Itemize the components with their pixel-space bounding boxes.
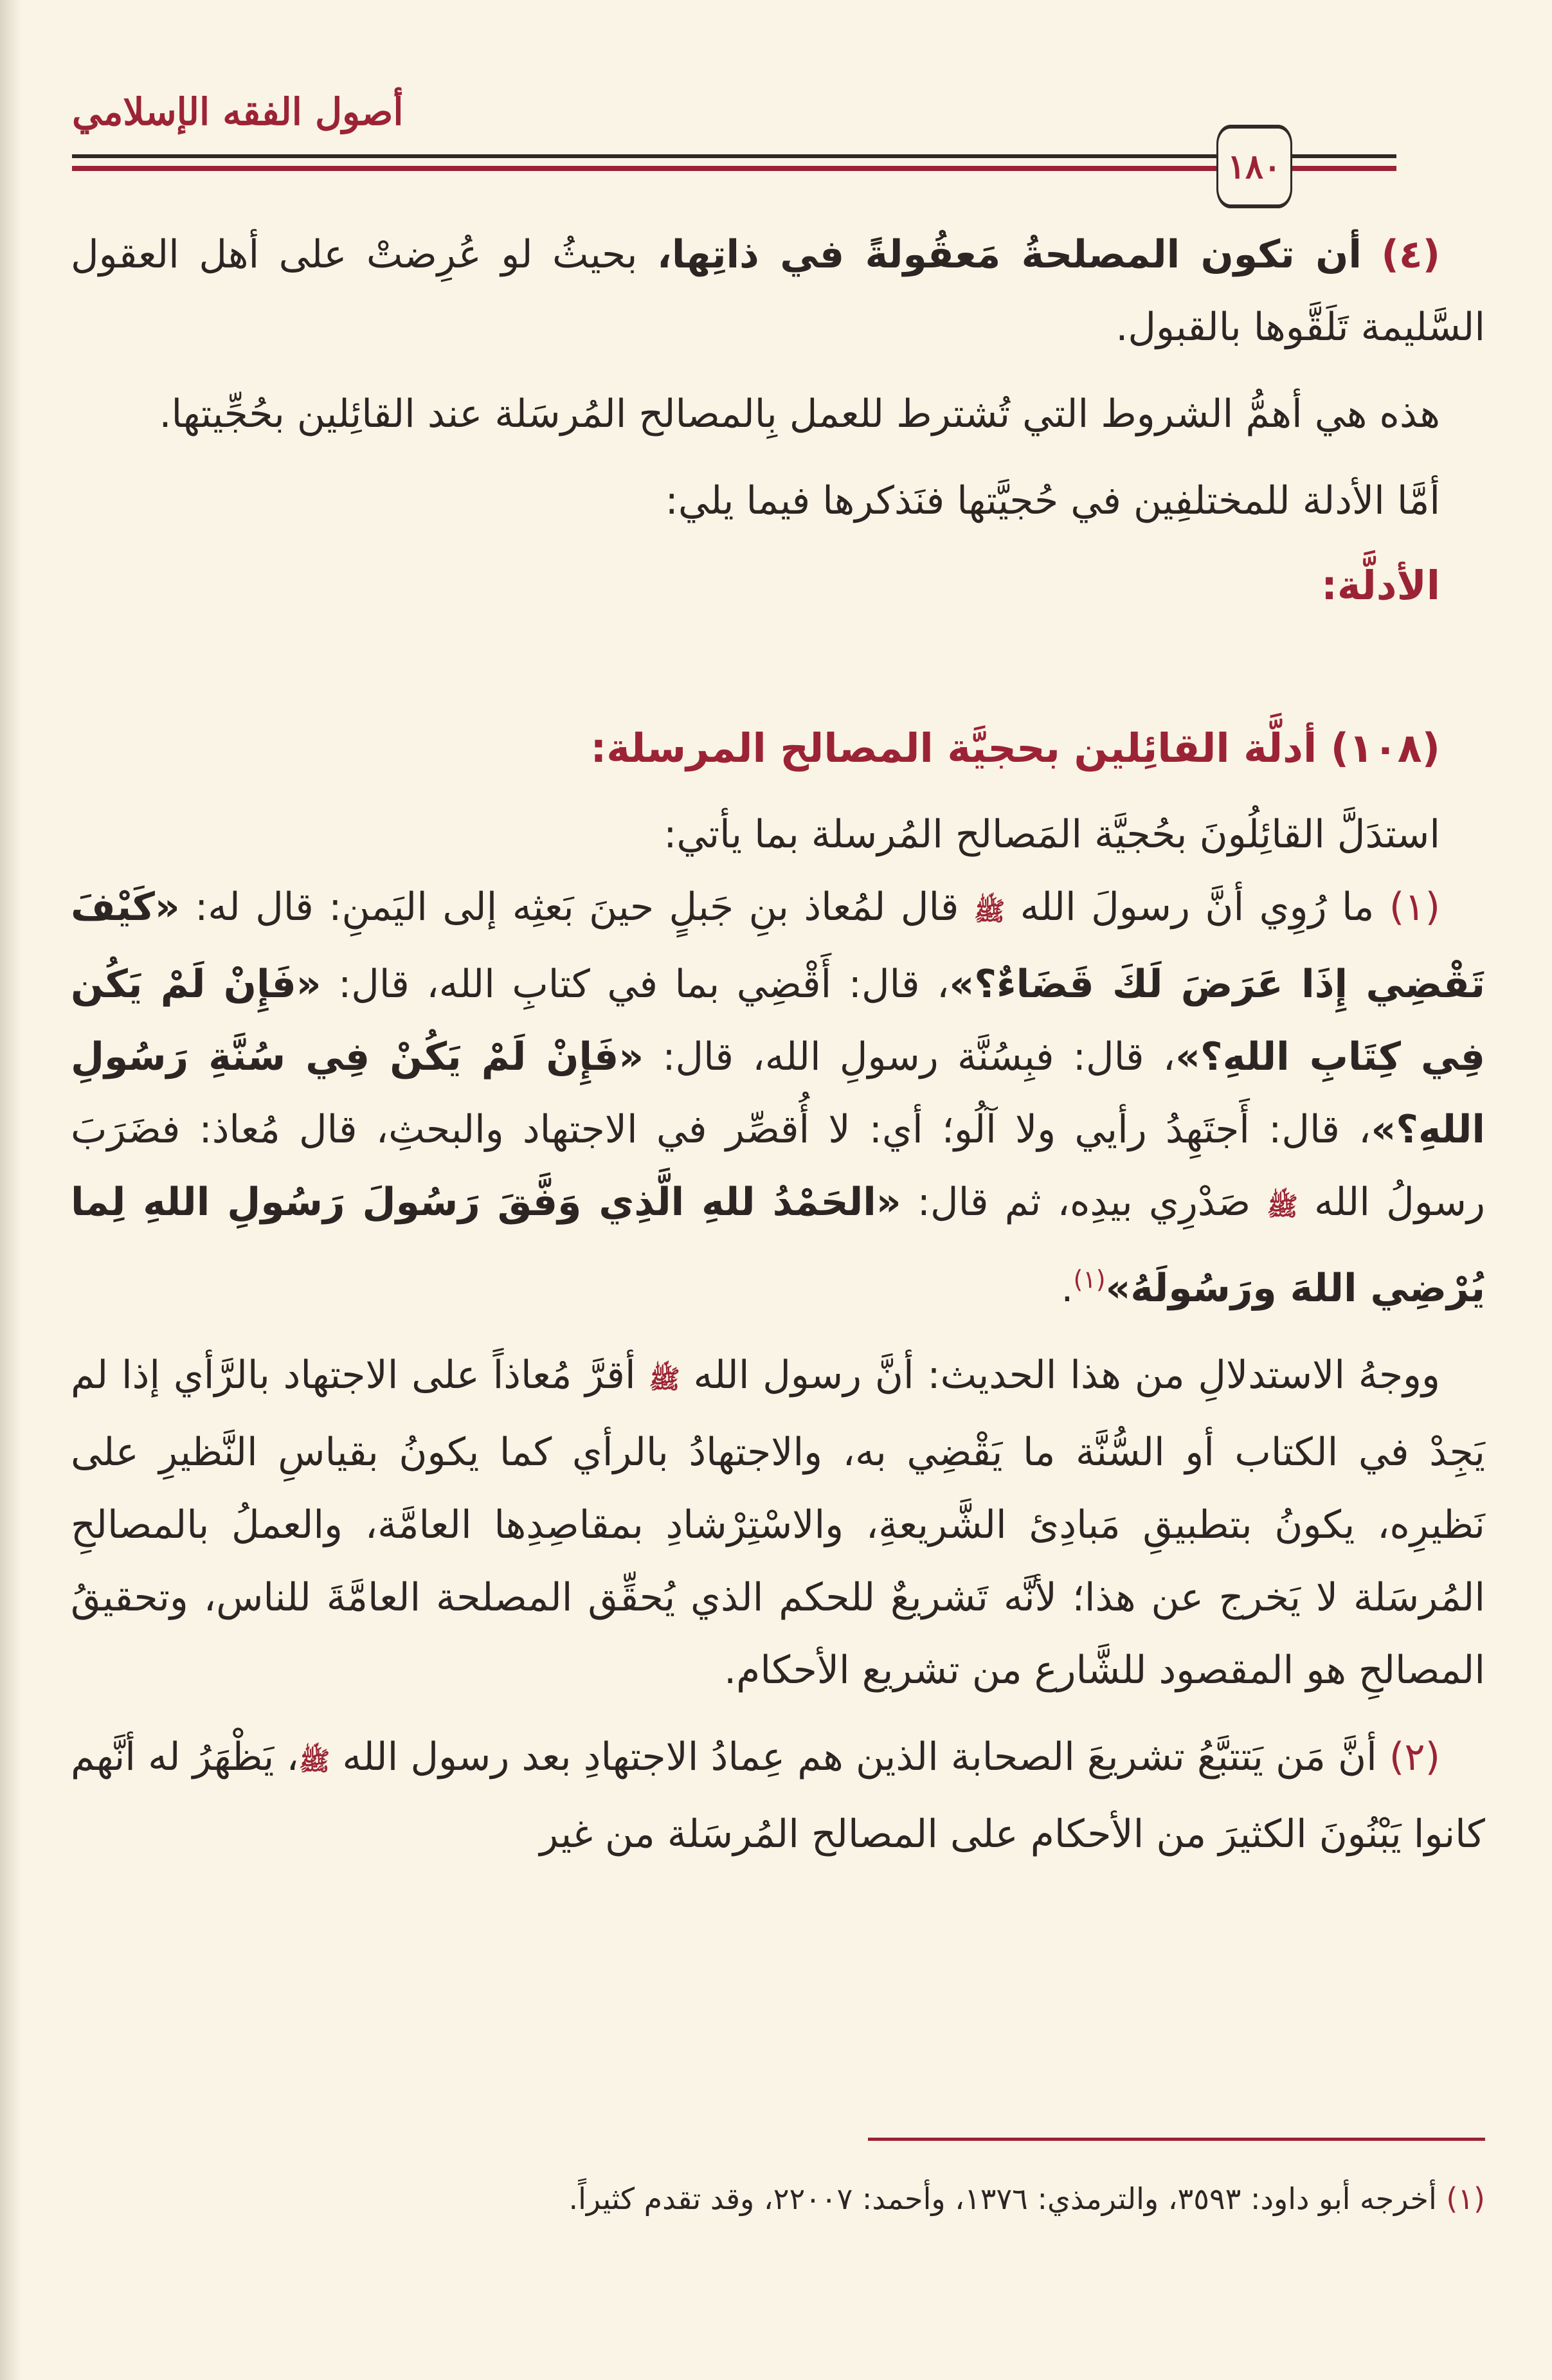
paragraph-wajh-istidlal: [71, 1339, 1485, 1707]
text-segment: ، قال: أَقْضِي بما في كتابِ الله، قال:: [321, 962, 950, 1007]
paragraph-conditions-summary: هذه هي أهمُّ الشروط التي تُشترط للعمل بِالمصالح المُرسَلة عند القائِلين بحُجِّيتها.: [159, 392, 1440, 437]
paragraph-istadalla: استدَلَّ القائِلُونَ بحُجيَّة المَصالح المُرسلة بما يأتي:: [663, 812, 1440, 857]
footnote-text: أخرجه أبو داود: ٣٥٩٣، والترمذي: ١٣٧٦، وأحمد: ٢٢٠٠٧، وقد تقدم كثيراً.: [568, 2181, 1447, 2216]
item-number: (٤): [1381, 232, 1440, 277]
page-body: [71, 219, 1485, 1871]
hadith-quote: «فَإِنْ لَمْ يَكُنْ فِي سُنَّةِ رَسُولِ اللهِ؟»: [71, 1034, 1485, 1152]
salawat-glyph: ﷺ: [1267, 1192, 1298, 1222]
footnote-separator: [868, 2138, 1485, 2141]
item-bold-text: أن تكون المصلحةُ مَعقُولةً في ذاتِها،: [657, 232, 1362, 277]
book-title: أصول الفقه الإسلامي: [72, 90, 404, 134]
text-segment: ووجهُ الاستدلالِ من هذا الحديث: أنَّ رسول الله: [680, 1353, 1440, 1398]
header-rule-dark: [72, 154, 1396, 158]
text-segment: ما رُوِي أنَّ رسولَ الله: [1005, 885, 1389, 930]
evidence-item-2: [71, 1721, 1485, 1871]
heading-evidence: الأدلَّة:: [1321, 562, 1440, 609]
text-segment: .: [1061, 1266, 1074, 1311]
salawat-glyph: ﷺ: [649, 1365, 680, 1394]
text-segment: صَدْرِي بيدِه، ثم قال:: [901, 1180, 1267, 1225]
page-gutter-shadow: [0, 0, 22, 2380]
hadith-quote: «كَيْفَ تَقْضِي إِذَا عَرَضَ لَكَ قَضَاءٌ؟»: [71, 885, 1485, 1007]
evidence-item-1: [71, 871, 1485, 1325]
text-segment: ، يَظْهَرُ له أنَّهم كانوا يَبْنُونَ الكثيرَ من الأحكام على المصالح المُرسَلة من غير: [71, 1735, 1485, 1857]
text-segment: أنَّ مَن يَتتبَّعُ تشريعَ الصحابة الذين هم عِمادُ الاجتهادِ بعد رسول الله: [330, 1735, 1389, 1780]
page-number-frame: [1216, 125, 1292, 208]
text-segment: قال لمُعاذ بنِ جَبلٍ حينَ بَعثِه إلى اليَمنِ: قال له:: [179, 885, 974, 930]
footnote-number: (١): [1446, 2181, 1485, 2216]
footnote-reference[interactable]: (١): [1073, 1265, 1106, 1294]
hadith-quote: «الحَمْدُ للهِ الَّذِي وَفَّقَ رَسُولَ رَسُولِ اللهِ لِما يُرْضِي اللهَ ورَسُولَهُ»: [71, 1180, 1485, 1311]
condition-item-4: [71, 219, 1485, 364]
running-header: [72, 84, 1396, 186]
heading-section-108: (١٠٨) أدلَّة القائِلين بحجيَّة المصالح المرسلة:: [590, 725, 1440, 771]
item-number: (١): [1389, 885, 1440, 930]
text-segment: ، قال: فبِسُنَّة رسولِ الله، قال:: [644, 1034, 1176, 1079]
paragraph-evidence-intro: أمَّا الأدلة للمختلفِين في حُجيَّتها فنَذكرها فيما يلي:: [665, 478, 1440, 523]
item-text: بحيثُ لو عُرِضتْ على أهل العقول السَّليمة تَلَقَّوها بالقبول.: [71, 232, 1485, 350]
header-rule-red: [72, 166, 1396, 171]
item-number: (٢): [1389, 1735, 1440, 1780]
salawat-glyph: ﷺ: [973, 897, 1006, 926]
text-segment: ، قال: أَجتَهِدُ رأيي ولا آلُو؛ أي: لا أُقصِّر في الاجتهاد والبحثِ، قال مُعاذ: فضَرَبَ رسولُ الله: [71, 1107, 1485, 1225]
footnote-1: [71, 2173, 1485, 2224]
salawat-glyph: ﷺ: [298, 1747, 330, 1776]
hadith-quote: «فَإِنْ لَمْ يَكُن فِي كِتَابِ اللهِ؟»: [71, 962, 1485, 1079]
page-number: ١٨٠: [1227, 147, 1281, 186]
text-segment: أقرَّ مُعاذاً على الاجتهاد بالرَّأي إذا لم يَجِدْ في الكتاب أو السُّنَّة ما يَقْضِي به، والاجتهادُ بالرأي كما يكونُ بقياسِ النَّظيرِ على نَظيرِه، يكونُ بتطبيقِ مَبادِئ الشَّريعةِ، والاسْتِرْشادِ بمقاصِدِها العامَّة، والعملُ بالمصالحِ المُرسَلة لا يَخرج عن هذا؛ لأنَّه تَشريعٌ للحكم الذي يُحقِّق المصلحة العامَّةَ للناس، وتحقيقُ المصالحِ هو المقصود للشَّارع من تشريع الأحكام.: [71, 1353, 1485, 1693]
